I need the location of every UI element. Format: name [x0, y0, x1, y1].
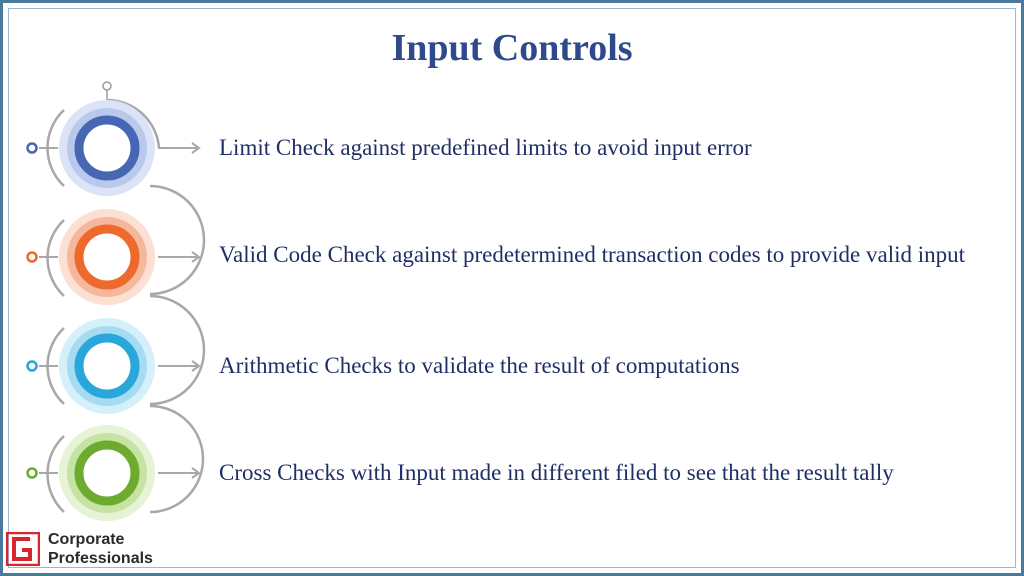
left-node-3-icon [28, 362, 37, 371]
slide-title: Input Controls [391, 27, 633, 69]
timeline-graphic [0, 0, 220, 576]
ring-2-icon [79, 229, 135, 285]
control-item-cross-checks: Cross Checks with Input made in different filed to see that the result tally [219, 460, 894, 485]
timeline-node-2 [28, 186, 205, 305]
connector-arc [150, 186, 204, 294]
control-item-valid-code-check: Valid Code Check against predetermined transaction codes to provide valid input [219, 242, 966, 267]
connector-arc [150, 406, 203, 512]
ring-4-icon [79, 445, 135, 501]
company-logo-icon [6, 532, 40, 566]
timeline-node-3 [28, 296, 205, 414]
company-logo [6, 530, 176, 570]
left-node-4-icon [28, 469, 37, 478]
left-node-1-icon [28, 144, 37, 153]
company-logo-line2: Professionals [48, 550, 153, 567]
company-logo-line1: Corporate [48, 531, 125, 548]
control-item-limit-check: Limit Check against predefined limits to avoid input error [219, 135, 752, 160]
control-item-arithmetic-checks: Arithmetic Checks to validate the result of computations [219, 353, 740, 378]
ring-1-icon [79, 120, 135, 176]
connector-arc [150, 296, 204, 404]
timeline-node-4 [28, 406, 204, 521]
ring-3-icon [79, 338, 135, 394]
timeline-node-1 [28, 100, 200, 196]
left-node-2-icon [28, 253, 37, 262]
company-logo-text [48, 530, 153, 568]
timeline-top-node [103, 82, 111, 90]
